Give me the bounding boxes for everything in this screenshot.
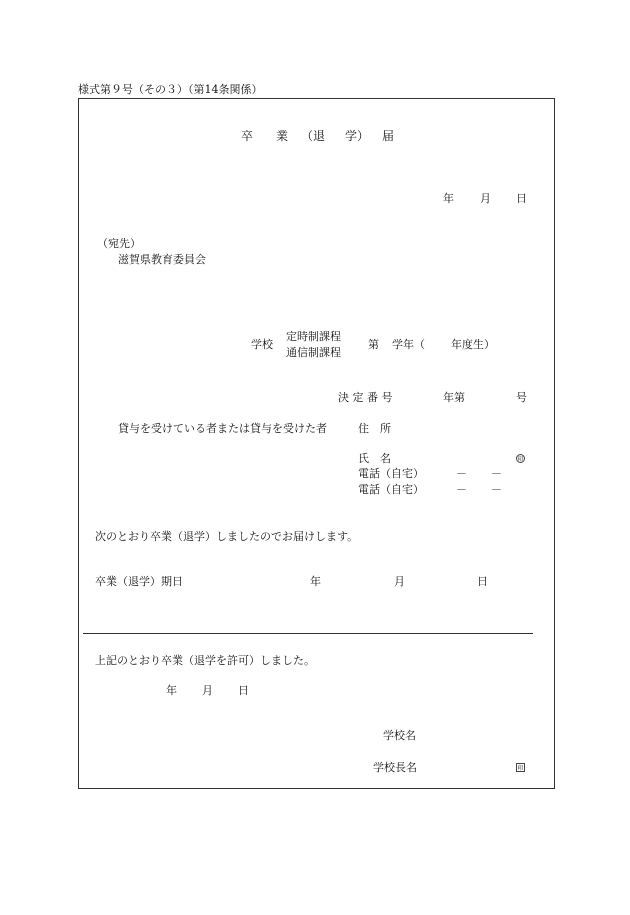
phone-1-dash-2: － xyxy=(491,467,502,480)
period-day: 日 xyxy=(477,575,488,588)
title-char-1: 卒 xyxy=(241,129,254,143)
form-number: 様式第９号（その３）（第14条関係） xyxy=(78,83,263,96)
fiscal-year-label: 年度生） xyxy=(451,338,495,351)
name-label: 氏 名 xyxy=(358,452,391,465)
approval-year: 年 xyxy=(166,684,177,697)
approval-month: 月 xyxy=(202,684,213,697)
course-teiji: 定時制課程 xyxy=(286,330,341,343)
principal-label: 学校長名 xyxy=(373,761,417,774)
school-name-label: 学校名 xyxy=(383,729,416,742)
decision-no: 号 xyxy=(516,391,527,404)
phone-label-1: 電話（自宅） xyxy=(358,467,424,480)
title-char-3: （退 xyxy=(301,129,326,143)
course-tsushin: 通信制課程 xyxy=(286,346,341,359)
decision-year-no: 年第 xyxy=(443,391,465,404)
grade-prefix: 第 xyxy=(368,338,379,351)
decision-label: 決 定 番 号 xyxy=(338,391,393,404)
grade-suffix: 学年（ xyxy=(392,338,425,351)
applicant-role: 貸与を受けている者または貸与を受けた者 xyxy=(118,422,327,435)
school-label: 学校 xyxy=(251,338,273,351)
phone-1-dash-1: － xyxy=(456,467,467,480)
date-year-label: 年 xyxy=(443,192,454,205)
title-char-5: 届 xyxy=(382,129,395,143)
period-label: 卒業（退学）期日 xyxy=(95,575,183,588)
phone-2-dash-2: － xyxy=(491,483,502,496)
approval-statement: 上記のとおり卒業（退学を許可）しました。 xyxy=(95,654,315,667)
addressee-label: （宛先） xyxy=(97,237,141,250)
date-month-label: 月 xyxy=(480,192,491,205)
phone-2-dash-1: － xyxy=(456,483,467,496)
phone-label-2: 電話（自宅） xyxy=(358,483,424,496)
statement: 次のとおり卒業（退学）しましたのでお届けします。 xyxy=(95,530,359,543)
principal-seal-icon: 印 xyxy=(517,765,524,772)
section-divider xyxy=(83,633,533,634)
title-char-2: 業 xyxy=(276,129,289,143)
address-label: 住 所 xyxy=(358,422,391,435)
seal-icon: 印 xyxy=(517,456,524,463)
title-char-4: 学） xyxy=(345,129,370,143)
addressee-name: 滋賀県教育委員会 xyxy=(118,253,206,266)
period-year: 年 xyxy=(310,575,321,588)
period-month: 月 xyxy=(394,575,405,588)
approval-day: 日 xyxy=(238,684,249,697)
date-day-label: 日 xyxy=(516,192,527,205)
